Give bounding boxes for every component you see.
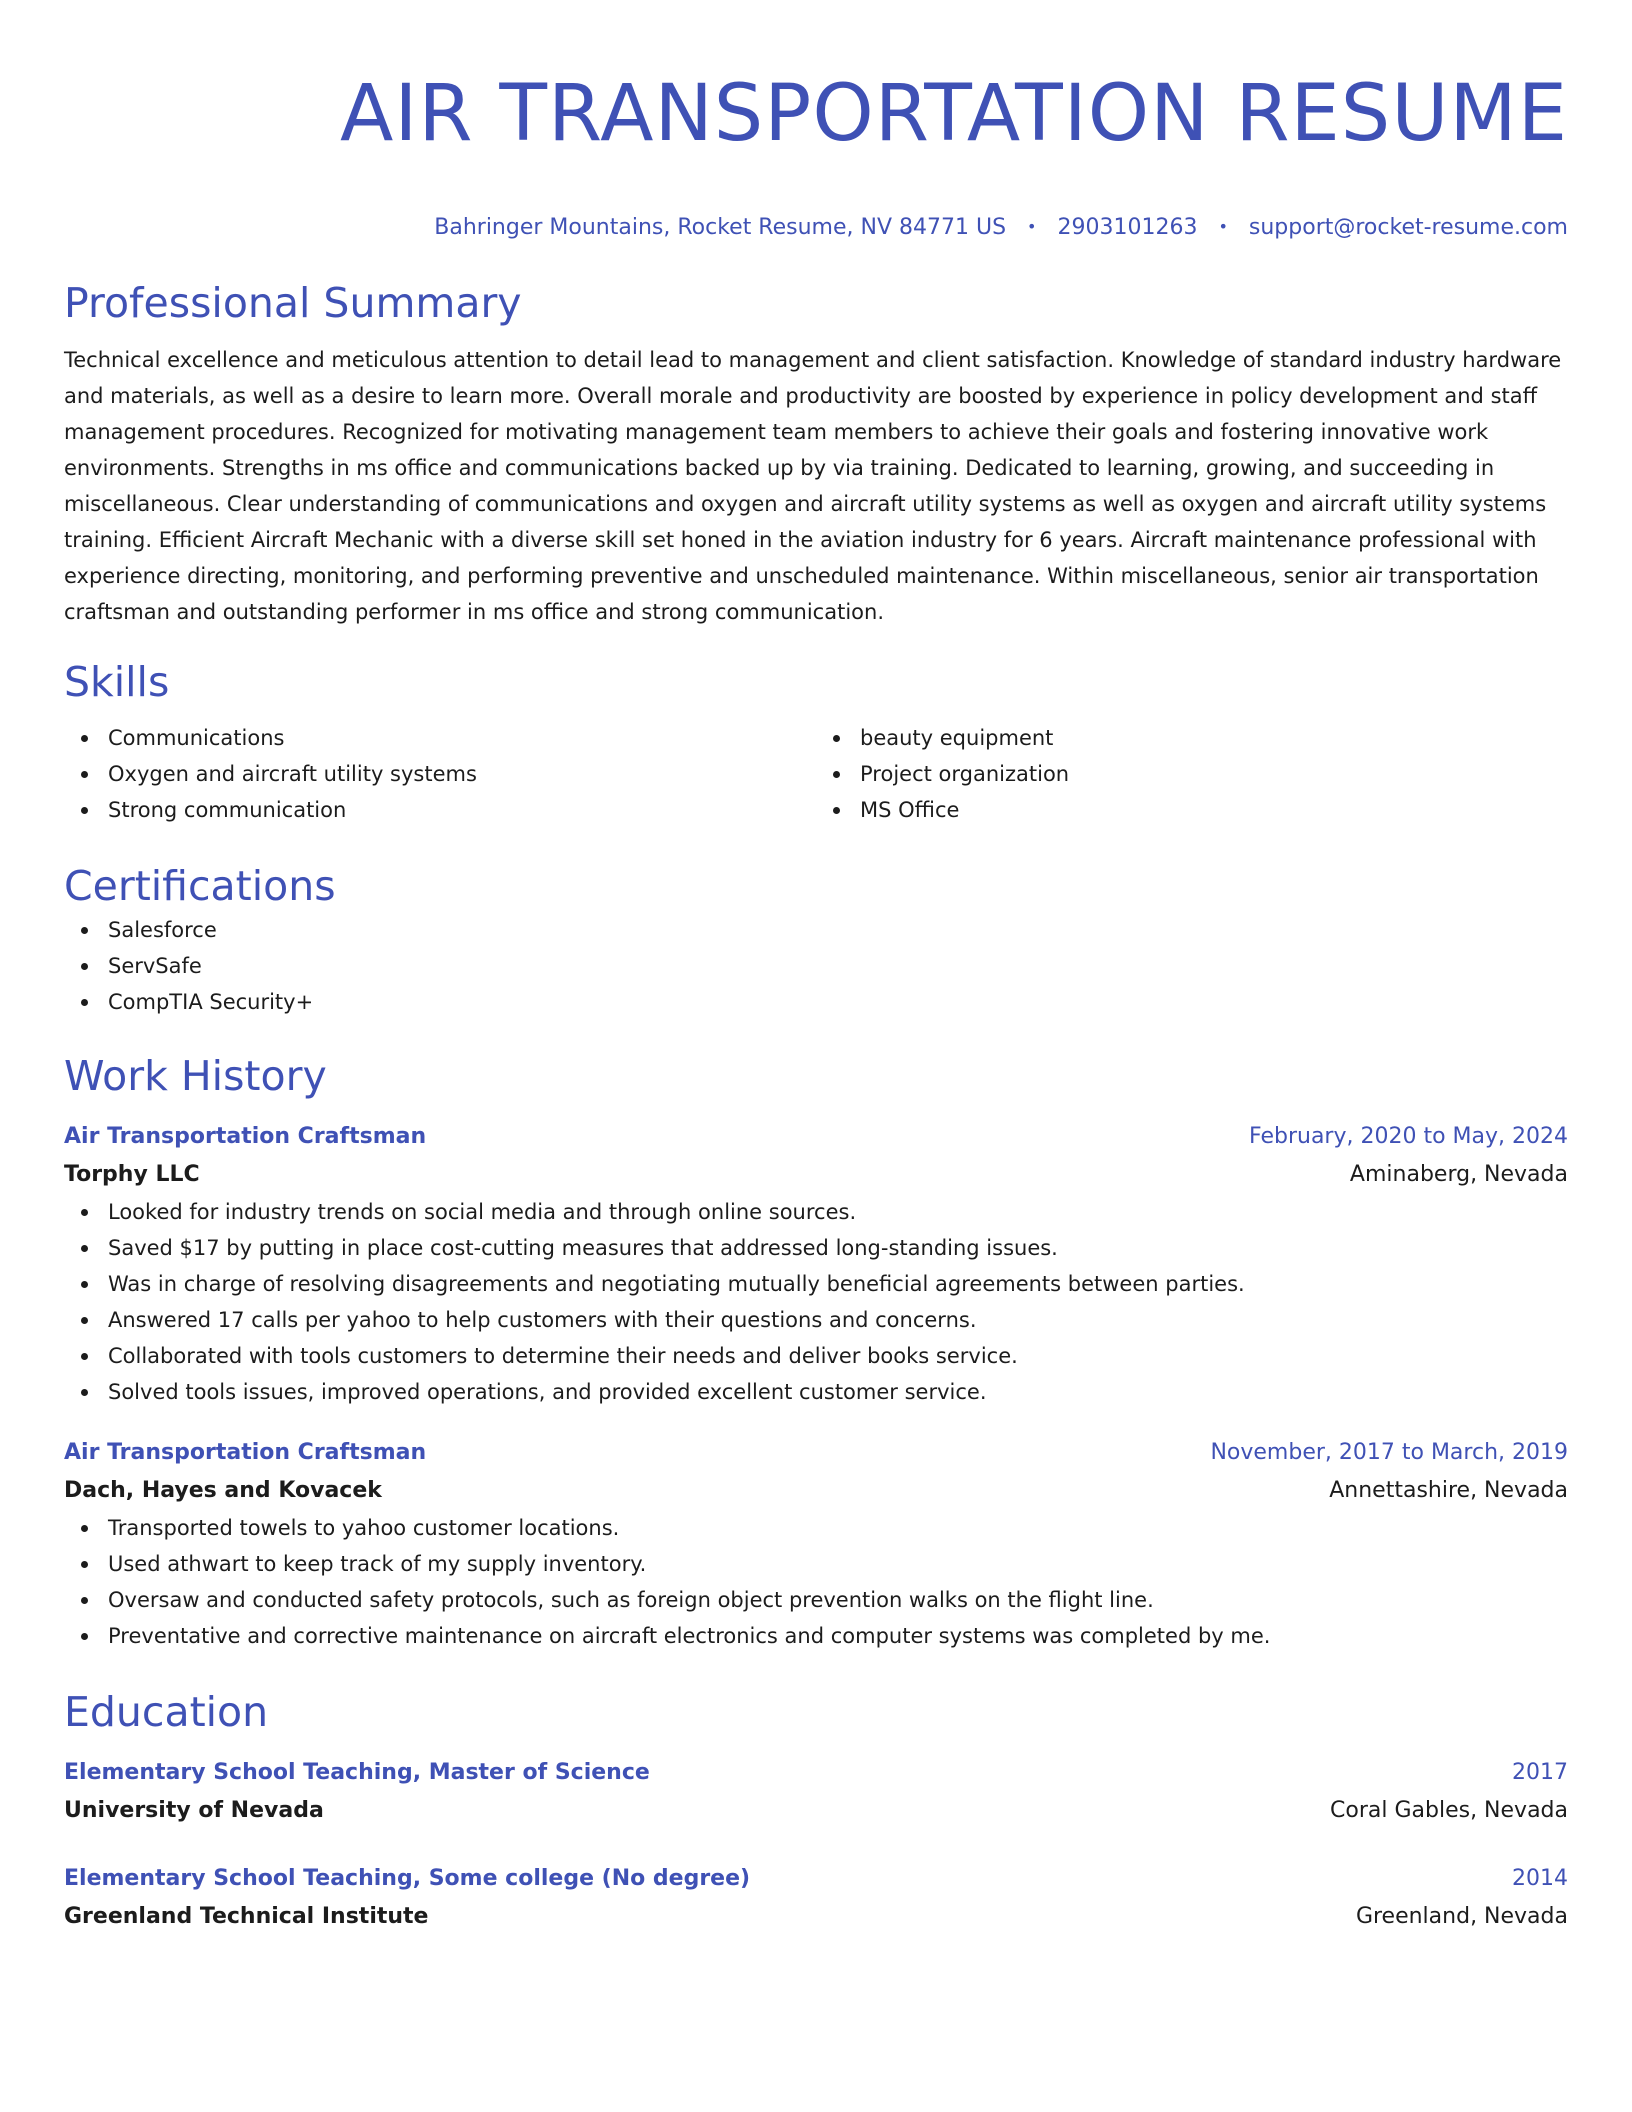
- contact-line: [64, 212, 1568, 243]
- education-entry: [64, 1860, 1568, 1936]
- skill-item: Communications: [64, 720, 816, 756]
- contact-address: Bahringer Mountains, Rocket Resume, NV 84771 US: [434, 215, 1007, 240]
- job-header-row: [64, 1118, 1568, 1156]
- education-location: Coral Gables, Nevada: [1330, 1798, 1568, 1823]
- job-duty: Used athwart to keep track of my supply inventory.: [64, 1546, 1568, 1582]
- job-duty: Looked for industry trends on social media and through online sources.: [64, 1194, 1568, 1230]
- resume-title: AIR TRANSPORTATION RESUME: [340, 69, 1568, 159]
- skill-item: MS Office: [816, 792, 1568, 828]
- job-duty: Answered 17 calls per yahoo to help customers with their questions and concerns.: [64, 1302, 1568, 1338]
- education-header-row: [64, 1754, 1568, 1792]
- certifications-heading: Certifications: [64, 862, 336, 910]
- education-school-row: [64, 1898, 1568, 1936]
- job-title: Air Transportation Craftsman: [64, 1440, 427, 1465]
- job-location: Aminaberg, Nevada: [1349, 1162, 1568, 1187]
- job-duty: Was in charge of resolving disagreements and negotiating mutually beneficial agreements between parties.: [64, 1266, 1568, 1302]
- certification-item: Salesforce: [64, 912, 1568, 948]
- job-company-row: [64, 1156, 1568, 1194]
- education-entry: [64, 1754, 1568, 1830]
- certification-item: ServSafe: [64, 948, 1568, 984]
- skills-list-right: [816, 720, 1568, 828]
- skills-list-left: [64, 720, 816, 828]
- job-duty: Preventative and corrective maintenance on aircraft electronics and computer systems was completed by me.: [64, 1618, 1568, 1654]
- job-company-row: [64, 1472, 1568, 1510]
- job-duty: Collaborated with tools customers to determine their needs and deliver books service.: [64, 1338, 1568, 1374]
- job-entry: [64, 1434, 1568, 1654]
- skills-grid: [64, 720, 1568, 828]
- education-header-row: [64, 1860, 1568, 1898]
- summary-text: Technical excellence and meticulous attention to detail lead to management and client satisfaction. Knowledge of standard industry hardware and materials, as well as a desire to learn more. Overall morale and productivity are boosted by experience in policy development and staff management procedures. Recognized for motivating management team members to achieve their goals and fostering innovative work environments. Strengths in ms office and communications backed up by via training. Dedicated to learning, growing, and succeeding in miscellaneous. Clear understanding of communications and oxygen and aircraft utility systems as well as oxygen and aircraft utility systems training. Efficient Aircraft Mechanic with a diverse skill set honed in the aviation industry for 6 years. Aircraft maintenance professional with experience directing, monitoring, and performing preventive and unscheduled maintenance. Within miscellaneous, senior air transportation craftsman and outstanding performer in ms office and strong communication.: [64, 348, 1562, 624]
- education-year: 2017: [1512, 1760, 1568, 1785]
- contact-phone: 2903101263: [1057, 215, 1198, 240]
- education-degree: Elementary School Teaching, Some college (No degree): [64, 1866, 751, 1891]
- education-school: Greenland Technical Institute: [64, 1904, 429, 1929]
- job-duties-list: [64, 1194, 1568, 1410]
- job-duty: Transported towels to yahoo customer locations.: [64, 1510, 1568, 1546]
- job-header-row: [64, 1434, 1568, 1472]
- skill-item: beauty equipment: [816, 720, 1568, 756]
- contact-separator: •: [1027, 217, 1037, 236]
- job-title: Air Transportation Craftsman: [64, 1124, 427, 1149]
- certifications-list: [64, 912, 1568, 1020]
- job-location: Annettashire, Nevada: [1329, 1478, 1568, 1503]
- contact-email: support@rocket-resume.com: [1248, 215, 1568, 240]
- job-dates: February, 2020 to May, 2024: [1249, 1124, 1568, 1149]
- skill-item: Strong communication: [64, 792, 816, 828]
- job-duty: Saved $17 by putting in place cost-cutting measures that addressed long-standing issues.: [64, 1230, 1568, 1266]
- job-duties-list: [64, 1510, 1568, 1654]
- certifications-section: [64, 860, 1568, 1020]
- skill-item: Project organization: [816, 756, 1568, 792]
- education-heading: Education: [64, 1688, 269, 1736]
- certification-item: CompTIA Security+: [64, 984, 1568, 1020]
- skill-item: Oxygen and aircraft utility systems: [64, 756, 816, 792]
- education-location: Greenland, Nevada: [1355, 1904, 1568, 1929]
- summary-heading: Professional Summary: [64, 279, 522, 327]
- job-duty: Oversaw and conducted safety protocols, such as foreign object prevention walks on the flight line.: [64, 1582, 1568, 1618]
- summary-section: [64, 277, 1568, 630]
- job-company: Dach, Hayes and Kovacek: [64, 1478, 382, 1503]
- job-company: Torphy LLC: [64, 1162, 200, 1187]
- education-school: University of Nevada: [64, 1798, 324, 1823]
- skills-section: [64, 656, 1568, 828]
- education-school-row: [64, 1792, 1568, 1830]
- work-history-heading: Work History: [64, 1052, 327, 1100]
- education-degree: Elementary School Teaching, Master of Science: [64, 1760, 650, 1785]
- education-section: [64, 1686, 1568, 1936]
- job-entry: [64, 1118, 1568, 1410]
- skills-heading: Skills: [64, 658, 170, 706]
- contact-separator: •: [1218, 217, 1228, 236]
- job-duty: Solved tools issues, improved operations, and provided excellent customer service.: [64, 1374, 1568, 1410]
- work-history-section: [64, 1050, 1568, 1654]
- education-year: 2014: [1512, 1866, 1568, 1891]
- job-dates: November, 2017 to March, 2019: [1210, 1440, 1568, 1465]
- resume-header: [64, 60, 1568, 243]
